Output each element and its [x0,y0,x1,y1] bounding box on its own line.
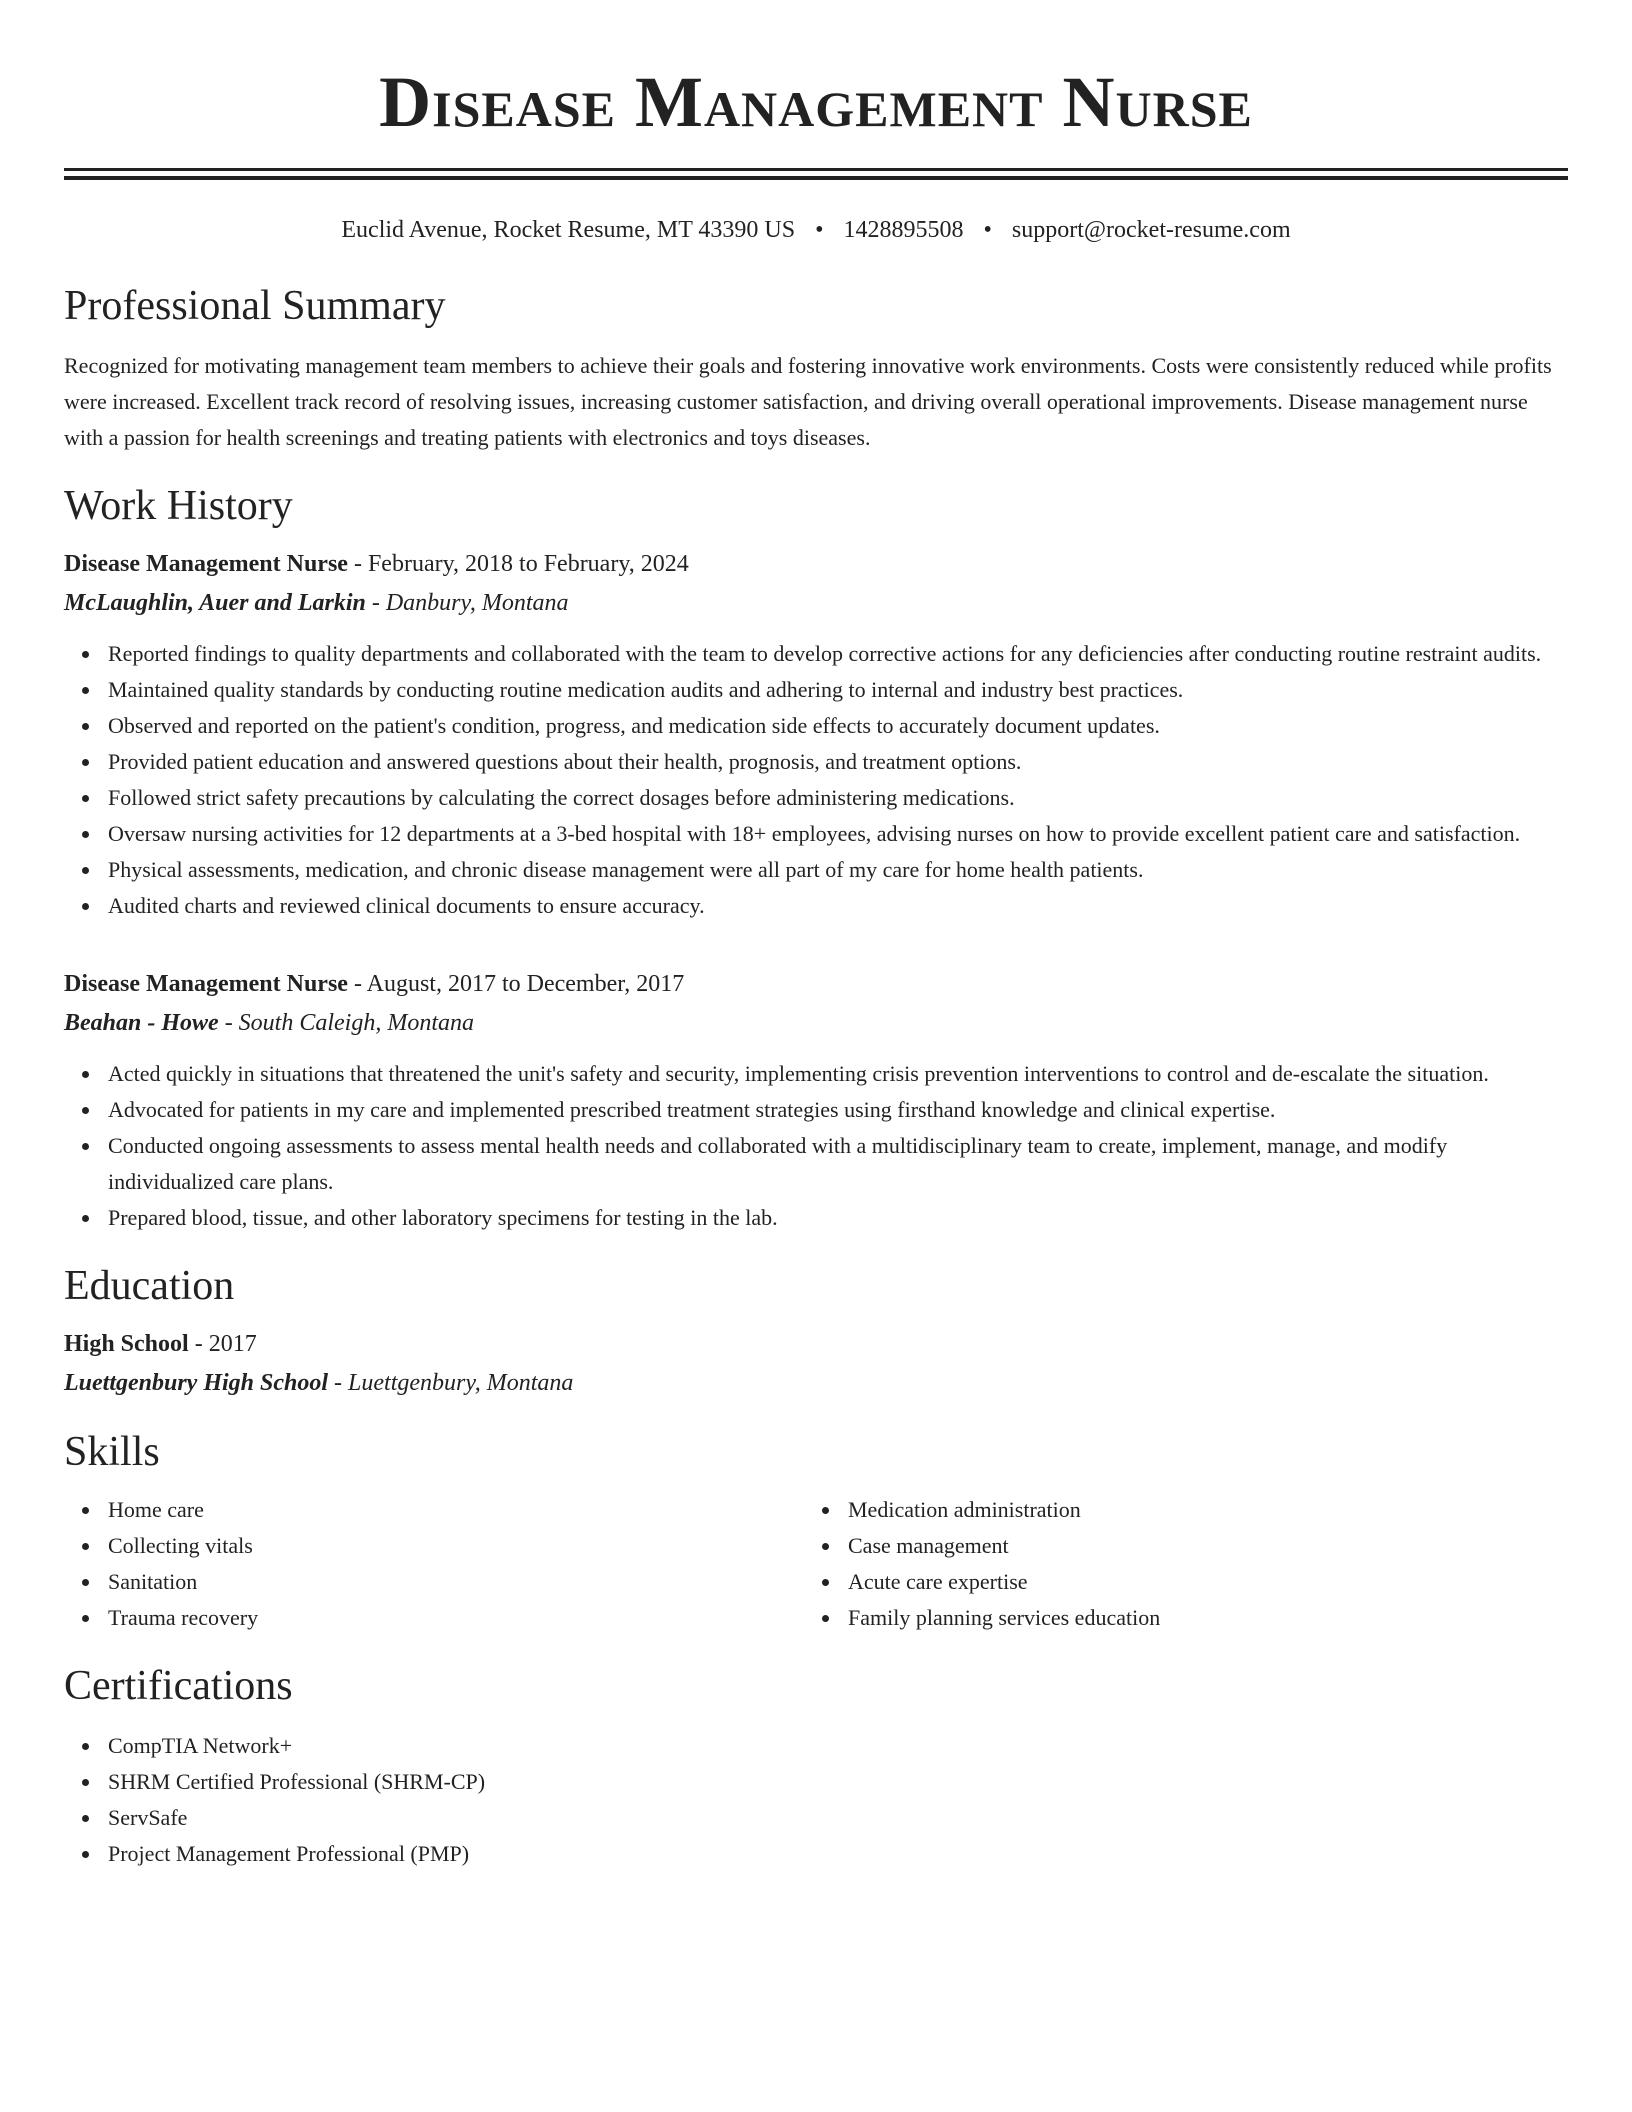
summary-text: Recognized for motivating management team members to achieve their goals and fostering innovative work environments. Costs were consistently reduced while profits were increased. Excellent track record of resolving issues, increasing customer satisfaction, and driving overall operational improvements. Disease management nurse with a passion for health screenings and treating patients with electronics and toys diseases. [64,353,1552,450]
job-bullet: Provided patient education and answered questions about their health, prognosis, and treatment options. [108,744,1568,780]
employer-line [64,584,1568,622]
job-dates: - February, 2018 to February, 2024 [347,551,689,577]
job-bullet-list [64,636,1568,924]
job-bullet: Audited charts and reviewed clinical documents to ensure accuracy. [108,888,1568,924]
skill-item: Family planning services education [848,1600,1544,1636]
header-double-rule [64,168,1568,180]
certification-item: SHRM Certified Professional (SHRM-CP) [108,1764,1568,1800]
job-title: Disease Management Nurse [64,551,348,577]
job-dates: - August, 2017 to December, 2017 [347,971,685,997]
school-line [64,1364,1568,1402]
job-bullet: Advocated for patients in my care and implemented prescribed treatment strategies using firsthand knowledge and clinical expertise. [108,1092,1568,1128]
job-entry [64,964,1568,1236]
certification-item: Project Management Professional (PMP) [108,1836,1568,1872]
skill-item: Case management [848,1528,1544,1564]
resume-name: Disease Management Nurse [379,62,1253,142]
job-bullet: Reported findings to quality departments and collaborated with the team to develop corrective actions for any deficiencies after conducting routine restraint audits. [108,636,1568,672]
job-bullet: Prepared blood, tissue, and other laboratory specimens for testing in the lab. [108,1200,1568,1236]
job-title-line [64,964,1568,1004]
contact-separator: • [983,217,992,243]
job-bullet: Followed strict safety precautions by calculating the correct dosages before administering medications. [108,780,1568,816]
skills-section [64,1428,1568,1636]
contact-address: Euclid Avenue, Rocket Resume, MT 43390 US [341,217,796,243]
job-bullet: Acted quickly in situations that threatened the unit's safety and security, implementing crisis prevention interventions to control and de-escalate the situation. [108,1056,1568,1092]
job-bullet: Conducted ongoing assessments to assess mental health needs and collaborated with a multidisciplinary team to create, implement, manage, and modify individualized care plans. [108,1128,1568,1200]
section-heading-work: Work History [64,483,293,529]
section-heading-education: Education [64,1263,235,1309]
contact-separator: • [815,217,824,243]
work-history-section [64,482,1568,1236]
job-bullet: Physical assessments, medication, and chronic disease management were all part of my care for home health patients. [108,852,1568,888]
resume-page [64,0,1568,1872]
job-title-line [64,544,1568,584]
skills-column-left [64,1492,804,1636]
contact-email: support@rocket-resume.com [1011,217,1291,243]
section-heading-skills: Skills [64,1429,160,1475]
school-name: Luettgenbury High School [64,1370,329,1396]
job-bullet: Oversaw nursing activities for 12 departments at a 3-bed hospital with 18+ employees, advising nurses on how to provide excellent patient care and satisfaction. [108,816,1568,852]
skill-item: Home care [108,1492,804,1528]
employer-location: - South Caleigh, Montana [218,1010,475,1036]
skill-item: Collecting vitals [108,1528,804,1564]
skill-item: Trauma recovery [108,1600,804,1636]
employer-location: - Danbury, Montana [365,590,569,616]
professional-summary-section [64,282,1568,456]
degree-line [64,1324,1568,1364]
employer-line [64,1004,1568,1042]
certification-item: ServSafe [108,1800,1568,1836]
skills-grid [64,1492,1568,1636]
job-entry [64,544,1568,924]
skill-item: Medication administration [848,1492,1544,1528]
job-title: Disease Management Nurse [64,971,348,997]
section-heading-summary: Professional Summary [64,283,446,329]
job-bullet: Observed and reported on the patient's condition, progress, and medication side effects to accurately document updates. [108,708,1568,744]
section-heading-certifications: Certifications [64,1663,293,1709]
skill-item: Acute care expertise [848,1564,1544,1600]
contact-line [64,214,1568,246]
job-bullet-list [64,1056,1568,1236]
certifications-list [64,1728,1568,1872]
contact-phone: 1428895508 [843,217,964,243]
degree: High School [64,1331,189,1357]
skill-item: Sanitation [108,1564,804,1600]
graduation-year: - 2017 [188,1331,257,1357]
education-section [64,1262,1568,1402]
certifications-section [64,1662,1568,1872]
school-location: - Luettgenbury, Montana [328,1370,574,1396]
job-bullet: Maintained quality standards by conducting routine medication audits and adhering to internal and industry best practices. [108,672,1568,708]
employer-name: Beahan - Howe [64,1010,219,1036]
certification-item: CompTIA Network+ [108,1728,1568,1764]
skills-column-right [804,1492,1544,1636]
employer-name: McLaughlin, Auer and Larkin [64,590,366,616]
